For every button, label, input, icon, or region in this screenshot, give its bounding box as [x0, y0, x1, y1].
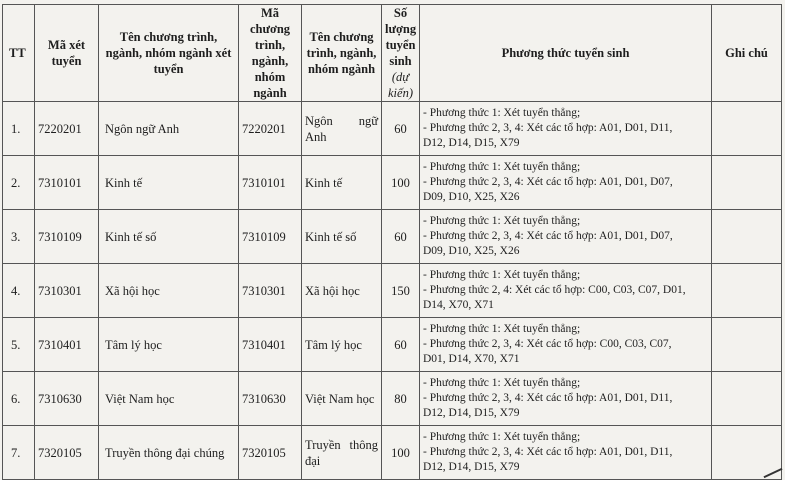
row-tt: 2. — [3, 156, 35, 210]
row-name: Việt Nam học — [99, 372, 239, 426]
row-tt: 7. — [3, 426, 35, 480]
row-code: 7310109 — [35, 210, 99, 264]
method-line: - Phương thức 1: Xét tuyển thẳng; — [423, 377, 581, 389]
row-tt: 1. — [3, 102, 35, 156]
header-ghi-chu: Ghi chú — [712, 5, 782, 102]
method-line: D12, D14, D15, X79 — [423, 461, 520, 473]
row-name: Tâm lý học — [99, 318, 239, 372]
row-note — [712, 318, 782, 372]
row-qty: 100 — [382, 426, 420, 480]
row-code2: 7220201 — [239, 102, 302, 156]
row-note — [712, 210, 782, 264]
header-so-luong — [382, 5, 420, 102]
row-qty: 100 — [382, 156, 420, 210]
method-line: - Phương thức 2, 3, 4: Xét các tổ hợp: A01, D01, D07, — [423, 176, 673, 188]
method-line: D09, D10, X25, X26 — [423, 245, 520, 257]
method-line: - Phương thức 1: Xét tuyển thẳng; — [423, 269, 581, 281]
method-line: - Phương thức 2, 3, 4: Xét các tổ hợp: A01, D01, D11, — [423, 122, 673, 134]
row-methods — [420, 318, 712, 372]
table-row — [3, 318, 782, 372]
row-name2: Việt Nam học — [302, 372, 382, 426]
row-name2: Kinh tế số — [302, 210, 382, 264]
table-row — [3, 210, 782, 264]
row-qty: 60 — [382, 210, 420, 264]
row-methods — [420, 102, 712, 156]
table-row — [3, 426, 782, 480]
table-row — [3, 156, 782, 210]
row-note — [712, 156, 782, 210]
row-code: 7220201 — [35, 102, 99, 156]
row-methods — [420, 156, 712, 210]
method-line: D01, D14, X70, X71 — [423, 353, 520, 365]
row-tt: 4. — [3, 264, 35, 318]
row-note — [712, 372, 782, 426]
header-tt: TT — [3, 5, 35, 102]
table-row — [3, 102, 782, 156]
method-line: - Phương thức 1: Xét tuyển thẳng; — [423, 161, 581, 173]
method-line: - Phương thức 1: Xét tuyển thẳng; — [423, 323, 581, 335]
method-line: - Phương thức 2, 3, 4: Xét các tổ hợp: C00, C03, C07, — [423, 338, 672, 350]
row-methods — [420, 210, 712, 264]
row-code2: 7310630 — [239, 372, 302, 426]
method-line: - Phương thức 1: Xét tuyển thẳng; — [423, 107, 581, 119]
row-qty: 60 — [382, 102, 420, 156]
row-code: 7310301 — [35, 264, 99, 318]
table-body — [3, 102, 782, 480]
row-name2: Xã hội học — [302, 264, 382, 318]
method-line: D12, D14, D15, X79 — [423, 407, 520, 419]
row-tt: 6. — [3, 372, 35, 426]
row-tt: 5. — [3, 318, 35, 372]
header-row — [3, 5, 782, 102]
row-name: Kinh tế số — [99, 210, 239, 264]
header-ten-chuong-trinh-xet-tuyen: Tên chương trình, ngành, nhóm ngành xét tuyển — [99, 5, 239, 102]
row-code: 7320105 — [35, 426, 99, 480]
row-name2: Ngôn ngữ Anh — [302, 102, 382, 156]
header-so-luong-note: (dự kiến) — [388, 70, 413, 100]
row-code2: 7310401 — [239, 318, 302, 372]
row-methods — [420, 426, 712, 480]
row-methods — [420, 264, 712, 318]
method-line: - Phương thức 1: Xét tuyển thẳng; — [423, 431, 581, 443]
method-line: - Phương thức 2, 3, 4: Xét các tổ hợp: A01, D01, D11, — [423, 392, 673, 404]
row-name2: Tâm lý học — [302, 318, 382, 372]
row-qty: 80 — [382, 372, 420, 426]
row-code: 7310630 — [35, 372, 99, 426]
method-line: D12, D14, D15, X79 — [423, 137, 520, 149]
row-qty: 60 — [382, 318, 420, 372]
row-name: Kinh tế — [99, 156, 239, 210]
table-row — [3, 372, 782, 426]
method-line: D14, X70, X71 — [423, 299, 494, 311]
row-code: 7310401 — [35, 318, 99, 372]
row-tt: 3. — [3, 210, 35, 264]
method-line: - Phương thức 2, 3, 4: Xét các tổ hợp: A01, D01, D11, — [423, 446, 673, 458]
header-phuong-thuc: Phương thức tuyển sinh — [420, 5, 712, 102]
row-qty: 150 — [382, 264, 420, 318]
method-line: D09, D10, X25, X26 — [423, 191, 520, 203]
row-note — [712, 264, 782, 318]
admission-table — [2, 4, 782, 480]
row-code2: 7310301 — [239, 264, 302, 318]
row-name2: Truyền thông đại — [302, 426, 382, 480]
row-code2: 7310101 — [239, 156, 302, 210]
row-methods — [420, 372, 712, 426]
table-row — [3, 264, 782, 318]
row-code: 7310101 — [35, 156, 99, 210]
row-note — [712, 102, 782, 156]
row-code2: 7320105 — [239, 426, 302, 480]
method-line: - Phương thức 2, 4: Xét các tổ hợp: C00, C03, C07, D01, — [423, 284, 686, 296]
row-name: Xã hội học — [99, 264, 239, 318]
method-line: - Phương thức 1: Xét tuyển thẳng; — [423, 215, 581, 227]
row-code2: 7310109 — [239, 210, 302, 264]
row-name: Truyền thông đại chúng — [99, 426, 239, 480]
header-ten-chuong-trinh: Tên chương trình, ngành, nhóm ngành — [302, 5, 382, 102]
row-name2: Kinh tế — [302, 156, 382, 210]
method-line: - Phương thức 2, 3, 4: Xét các tổ hợp: A01, D01, D07, — [423, 230, 673, 242]
header-so-luong-label: Số lượng tuyển sinh — [385, 6, 417, 68]
header-ma-xet-tuyen: Mã xét tuyển — [35, 5, 99, 102]
header-ma-chuong-trinh: Mã chương trình, ngành, nhóm ngành — [239, 5, 302, 102]
row-name: Ngôn ngữ Anh — [99, 102, 239, 156]
